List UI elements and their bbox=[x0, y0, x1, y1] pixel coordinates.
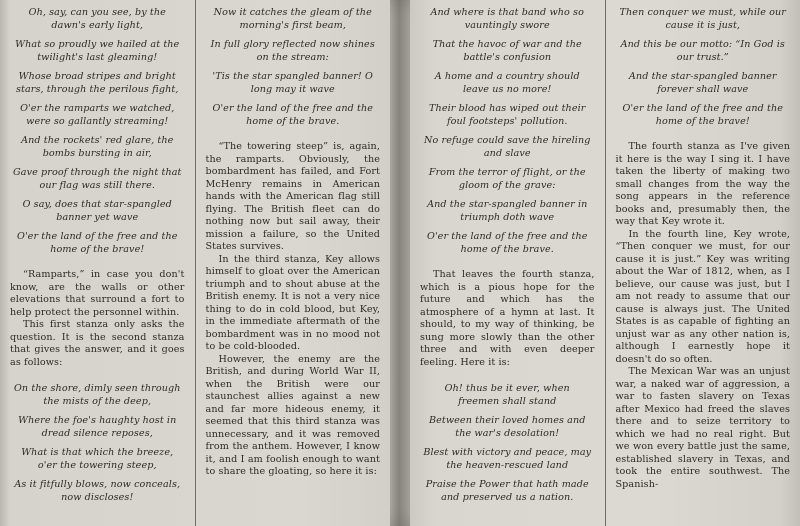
left-page bbox=[0, 0, 390, 526]
verse-line: What is that which the breeze, o'er the towering steep, bbox=[21, 447, 174, 471]
verse-line: What so proudly we hailed at the twilight's last gleaming! bbox=[15, 39, 180, 63]
verse-line: From the terror of flight, or the gloom of the grave: bbox=[428, 167, 586, 191]
verse-line: 'Tis the star spangled banner! O long may it wave bbox=[212, 71, 373, 95]
verse-line: Blest with victory and peace, may the heaven-rescued land bbox=[423, 447, 592, 471]
verse-line: And where is that band who so vauntingly swore bbox=[430, 7, 584, 31]
verse-line: And the rockets' red glare, the bombs bursting in air, bbox=[21, 135, 174, 159]
prose-paragraph: The Mexican War was an unjust war, a naked war of aggression, a war to fasten slavery on Texas after Mexico had freed the slaves there and to seize territory to which we had no real right. But we won every battle just the same, established slavery in Texas, and took the entire southwest. The Spanish- bbox=[615, 366, 790, 490]
verse-line: O'er the land of the free and the home of the brave. bbox=[426, 231, 588, 255]
verse-line: Now it catches the gleam of the morning's first beam, bbox=[213, 7, 372, 31]
prose-paragraph: In the fourth line, Key wrote, “Then conquer we must, for our cause it is just.” Key was writing about the War of 1812, when, as I believe, our cause was just, but I am not ready to assume that our cause is always just. The United States is as capable of fighting an unjust war as any other nation is, although I earnestly hope it doesn't do so often. bbox=[615, 228, 790, 365]
page-gutter bbox=[390, 0, 410, 526]
verse-line: Praise the Power that hath made and preserved us a nation. bbox=[425, 479, 589, 503]
prose-paragraph: That leaves the fourth stanza, which is a pious hope for the future and which has the atmosphere of a hymn at last. It should, to my way of thinking, be sung more slowly than the other three and with even deeper feeling. Here it is: bbox=[420, 269, 595, 368]
verse-line: Their blood has wiped out their foul footsteps' pollution. bbox=[429, 103, 586, 127]
prose-paragraph: The fourth stanza as I've given it here is the way I sing it. I have taken the liberty of making two small changes from the way the song appears in the reference books and, presumably then, the way that Key wrote it. bbox=[615, 141, 790, 227]
verse-line: And this be our motto: “In God is our trust.” bbox=[620, 39, 785, 63]
right-page-column-2 bbox=[606, 0, 800, 526]
verse-line: Oh! thus be it ever, when freemen shall stand bbox=[444, 383, 570, 407]
left-page-column-2 bbox=[196, 0, 391, 526]
verse-line: No refuge could save the hireling and slave bbox=[424, 135, 591, 159]
prose-paragraph: This first stanza only asks the question. It is the second stanza that gives the answer, and it goes as follows: bbox=[10, 319, 185, 368]
verse-line: O say, does that star-spangled banner yet wave bbox=[22, 199, 172, 223]
verse-line: O'er the land of the free and the home of the brave. bbox=[212, 103, 373, 127]
verse-line: In full glory reflected now shines on the stream: bbox=[210, 39, 375, 63]
prose-paragraph: However, the enemy are the British, and during World War II, when the British were our staunchest allies against a new and far more hideous enemy, it seemed that this third stanza was unnecessary, and it was removed from the anthem. However, I know it, and I am foolish enough to want to share the gloating, so here it is: bbox=[205, 353, 380, 477]
verse-line: And the star-spangled banner in triumph doth wave bbox=[427, 199, 588, 223]
verse-line: That the havoc of war and the battle's confusion bbox=[432, 39, 582, 63]
left-page-column-1 bbox=[0, 0, 195, 526]
verse-line: Oh, say, can you see, by the dawn's early light, bbox=[28, 7, 166, 31]
verse-line: Whose broad stripes and bright stars, through the perilous fight, bbox=[15, 71, 179, 95]
verse-line: O'er the land of the free and the home of the brave! bbox=[622, 103, 783, 127]
verse-line: O'er the land of the free and the home of the brave! bbox=[16, 231, 178, 255]
verse-line: A home and a country should leave us no more! bbox=[434, 71, 580, 95]
right-page-column-1 bbox=[410, 0, 605, 526]
verse-line: Between their loved homes and the war's desolation! bbox=[428, 415, 586, 439]
prose-paragraph: “Ramparts,” in case you don't know, are the walls or other elevations that surround a fort to help protect the personnel within. bbox=[10, 269, 185, 318]
right-page bbox=[410, 0, 800, 526]
prose-paragraph: In the third stanza, Key allows himself to gloat over the American triumph and to shout abuse at the British enemy. It is not a very nice thing to do in cold blood, but Key, in the immediate aftermath of the bombardment was in no mood not to be cold-blooded. bbox=[205, 253, 380, 352]
prose-paragraph: “The towering steep” is, again, the ramparts. Obviously, the bombardment has failed, and Fort McHenry remains in American hands with the American flag still flying. The British fleet can do nothing now but sail away, their mission a failure, so the United States survives. bbox=[205, 141, 380, 252]
verse-line: Where the foe's haughty host in dread silence reposes, bbox=[18, 415, 177, 439]
verse-line: And the star-spangled banner forever shall wave bbox=[628, 71, 777, 95]
verse-line: On the shore, dimly seen through the mists of the deep, bbox=[13, 383, 181, 407]
verse-line: O'er the ramparts we watched, were so gallantly streaming! bbox=[20, 103, 175, 127]
verse-line: Then conquer we must, while our cause it is just, bbox=[619, 7, 786, 31]
verse-line: As it fitfully blows, now conceals, now discloses! bbox=[14, 479, 181, 503]
verse-line: Gave proof through the night that our flag was still there. bbox=[13, 167, 182, 191]
